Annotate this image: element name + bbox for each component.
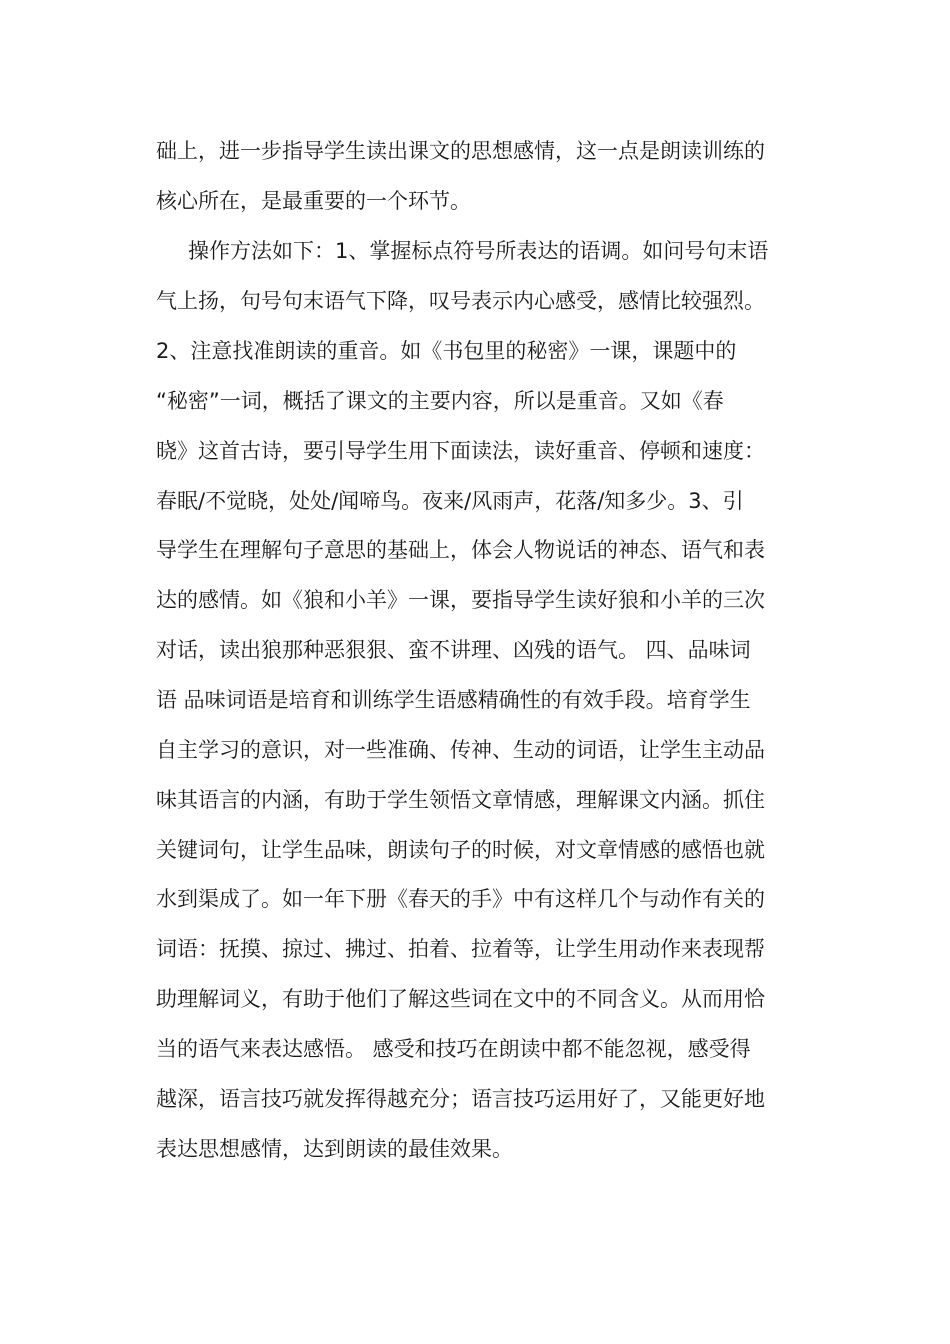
text-line: 味其语言的内涵，有助于学生领悟文章情感，理解课文内涵。抓住 xyxy=(156,788,765,812)
text-line: 核心所在，是最重要的一个环节。 xyxy=(156,189,471,213)
text-line: 2、注意找准朗读的重音。如《书包里的秘密》一课，课题中的 xyxy=(156,339,737,363)
text-line: 气上扬，句号句末语气下降，叹号表示内心感受，感情比较强烈。 xyxy=(156,289,765,313)
text-line: 春眠/不觉晓，处处/闻啼鸟。夜来/风雨声，花落/知多少。3、引 xyxy=(156,489,744,513)
text-line: 助理解词义，有助于他们了解这些词在文中的不同含义。从而用恰 xyxy=(156,987,765,1011)
text-line: 语 品味词语是培育和训练学生语感精确性的有效手段。培育学生 xyxy=(156,688,751,712)
text-line: 晓》这首古诗，要引导学生用下面读法，读好重音、停顿和速度： xyxy=(156,439,765,463)
text-line: 关键词句，让学生品味，朗读句子的时候，对文章情感的感悟也就 xyxy=(156,838,765,862)
text-line: 达的感情。如《狼和小羊》一课，要指导学生读好狼和小羊的三次 xyxy=(156,588,765,612)
text-line: 自主学习的意识，对一些准确、传神、生动的词语，让学生主动品 xyxy=(156,738,765,762)
text-line: 操作方法如下：1、掌握标点符号所表达的语调。如问号句末语 xyxy=(188,239,769,263)
text-line: “秘密”一词，概括了课文的主要内容，所以是重音。又如《春 xyxy=(156,389,724,413)
text-line: 对话，读出狼那种恶狠狠、蛮不讲理、凶残的语气。 四、品味词 xyxy=(156,638,751,662)
text-line: 导学生在理解句子意思的基础上，体会人物说话的神态、语气和表 xyxy=(156,538,765,562)
text-line: 础上，进一步指导学生读出课文的思想感情，这一点是朗读训练的 xyxy=(156,139,765,163)
text-line: 表达思想感情，达到朗读的最佳效果。 xyxy=(156,1137,513,1161)
text-line: 当的语气来表达感悟。 感受和技巧在朗读中都不能忽视，感受得 xyxy=(156,1037,751,1061)
text-line: 词语：抚摸、掠过、拂过、拍着、拉着等，让学生用动作来表现帮 xyxy=(156,937,765,961)
text-line: 越深，语言技巧就发挥得越充分；语言技巧运用好了，又能更好地 xyxy=(156,1087,765,1111)
text-line: 水到渠成了。如一年下册《春天的手》中有这样几个与动作有关的 xyxy=(156,887,765,911)
